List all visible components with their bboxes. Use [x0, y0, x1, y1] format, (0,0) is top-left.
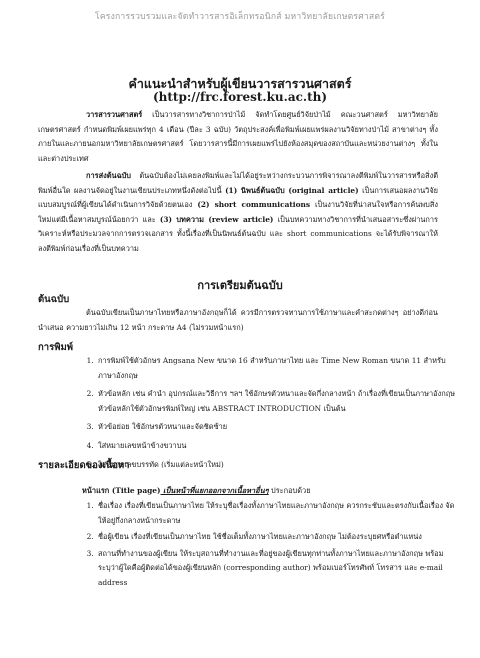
- journal-name-lead: วารสารวนศาสตร์: [86, 110, 143, 119]
- article-type-review: (3) บทความ (review article): [159, 214, 274, 224]
- subheading-manuscript: ต้นฉบับ: [38, 294, 70, 305]
- list-item: 4. ใส่หมายเลขหน้าข้างขวาบน: [96, 439, 456, 454]
- submission-paragraph: [38, 169, 438, 259]
- intro-text: เป็นวารสารทางวิชาการป่าไม้ จัดทำโดยศูนย์วิจัยป่าไม้ คณะวนศาสตร์ มหาวิทยาลัยเกษตรศาสตร์ กำหนดพิมพ์เผยแพร่ทุก 4 เดือน (ปีละ 3 ฉบับ) วัตถุประสงค์เพื่อพิมพ์เผยแพร่ผลงานวิจัยทางป่าไม้ สาขาต่างๆ ทั้งภายในและภายนอกมหาวิทยาลัยเกษตรศาสตร์ โดยวารสารนี้มีการเผยแพร่ไปยังห้องสมุดของสถาบันและหน่วยงานต่างๆ ทั้งในและต่างประเทศ: [38, 110, 438, 163]
- title-page-tail: ประกอบด้วย: [268, 486, 311, 495]
- list-item: 1. การพิมพ์ใช้ตัวอักษร Angsana New ขนาด 16 สำหรับภาษาไทย และ Time New Roman ขนาด 11 สำหรับภาษาอังกฤษ: [96, 354, 456, 383]
- subheading-content-detail: รายละเอียดของเนื้อหา: [38, 460, 130, 471]
- journal-url: (http://frc.forest.ku.ac.th): [152, 90, 328, 104]
- list-item: 3. สถานที่ทำงานของผู้เขียน ให้ระบุสถานที่ทำงานและที่อยู่ของผู้เขียนทุกท่านทั้งภาษาไทยและภาษาอังกฤษ พร้อมระบุว่าผู้ใดคือผู้ติดต่อได้ของผู้เขียนหลัก (corresponding author) พร้อมเบอร์โทรศัพท์ โทรสาร และ e-mail address: [96, 547, 456, 591]
- intro-paragraph: [38, 108, 438, 168]
- submission-text-2: เป็นการเสนอผลงานวิจัยแบบสมบูรณ์ที่ผู้เขียนได้ดำเนินการวิจัยด้วยตนเอง: [38, 185, 438, 210]
- title-page-lead: หน้าแรก (Title page): [82, 486, 161, 495]
- manuscript-paragraph: ต้นฉบับเขียนเป็นภาษาไทยหรือภาษาอังกฤษก็ได้ ควรมีการตรวจทานการใช้ภาษาและคำสะกดต่างๆ อย่างดีก่อนนำเสนอ ความยาวไม่เกิน 12 หน้า กระดาษ A4 (ไม่รวมหน้าแรก): [38, 308, 438, 332]
- submission-text-3: เป็นงานวิจัยที่น่าสนใจหรือการค้นพบสิ่งใหม่แต่มีเนื้อหาสมบูรณ์น้อยกว่า และ: [38, 200, 438, 224]
- title-page-paragraph: [38, 484, 438, 500]
- article-type-original: (1) นิพนธ์ต้นฉบับ (original article): [225, 185, 359, 195]
- submission-text-1: ต้นฉบับต้องไม่เคยลงพิมพ์และไม่ได้อยู่ระหว่างกระบวนการพิจารณาลงตีพิมพ์ในวารสารหรือสิ่งตีพิมพ์อื่นใด ผลงานจัดอยู่ในงานเขียนประเภทหนึ่งดังต่อไปนี้: [38, 171, 438, 195]
- title-page-contents-list: [80, 499, 456, 593]
- section-title-preparation: การเตรียมต้นฉบับ: [197, 279, 283, 292]
- article-type-short: (2) short communications: [197, 200, 311, 210]
- list-item: 3. หัวข้อย่อย ใช้อักษรตัวหนาและจัดชิดซ้าย: [96, 420, 456, 435]
- list-item: 1. ชื่อเรื่อง เรื่องที่เขียนเป็นภาษาไทย ให้ระบุชื่อเรื่องทั้งภาษาไทยและภาษาอังกฤษ ควรกระชับและตรงกับเนื้อเรื่อง จัดให้อยู่กึ่งกลางหน้ากระดาษ: [96, 499, 456, 528]
- list-item: 5. ใส่หมายเลขบรรทัด (เริ่มแต่ละหน้าใหม่): [96, 458, 456, 473]
- submission-lead: การส่งต้นฉบับ: [86, 171, 131, 180]
- subheading-printing: การพิมพ์: [38, 342, 73, 353]
- page-title: คำแนะนำสำหรับผู้เขียนวารสารวนศาสตร์: [128, 76, 352, 91]
- list-item: 2. ชื่อผู้เขียน เรื่องที่เขียนเป็นภาษาไทย ใช้ชื่อเต็มทั้งภาษาไทยและภาษาอังกฤษ ไม่ต้องระบุยศหรือตำแหน่ง: [96, 530, 456, 545]
- submission-text-4: เป็นบทความทางวิชาการที่นำเสนอสาระซึ่งผ่านการวิเคราะห์หรือประมวลจากการตรวจเอกสาร ทั้งนี้เรื่องที่เป็นนิพนธ์ต้นฉบับ และ short communications จะได้รับพิจารณาให้ลงตีพิมพ์ก่อนเรื่องที่เป็นบทความ: [38, 214, 438, 253]
- title-page-note: เป็นหน้าที่แยกออกจากเนื้อหาอื่นๆ: [160, 486, 269, 495]
- printing-rules-list: [80, 354, 456, 476]
- list-item: 2. หัวข้อหลัก เช่น คำนำ อุปกรณ์และวิธีการ ฯลฯ ใช้อักษรตัวหนาและจัดกึ่งกลางหน้า ถ้าเรื่องที่เขียนเป็นภาษาอังกฤษ หัวข้อหลักใช้ตัวอักษรพิมพ์ใหญ่ เช่น ABSTRACT INTRODUCTION เป็นต้น: [96, 387, 456, 416]
- running-header: โครงการรวบรวมและจัดทำวารสารอิเล็กทรอนิกส์ มหาวิทยาลัยเกษตรศาสตร์: [95, 12, 385, 22]
